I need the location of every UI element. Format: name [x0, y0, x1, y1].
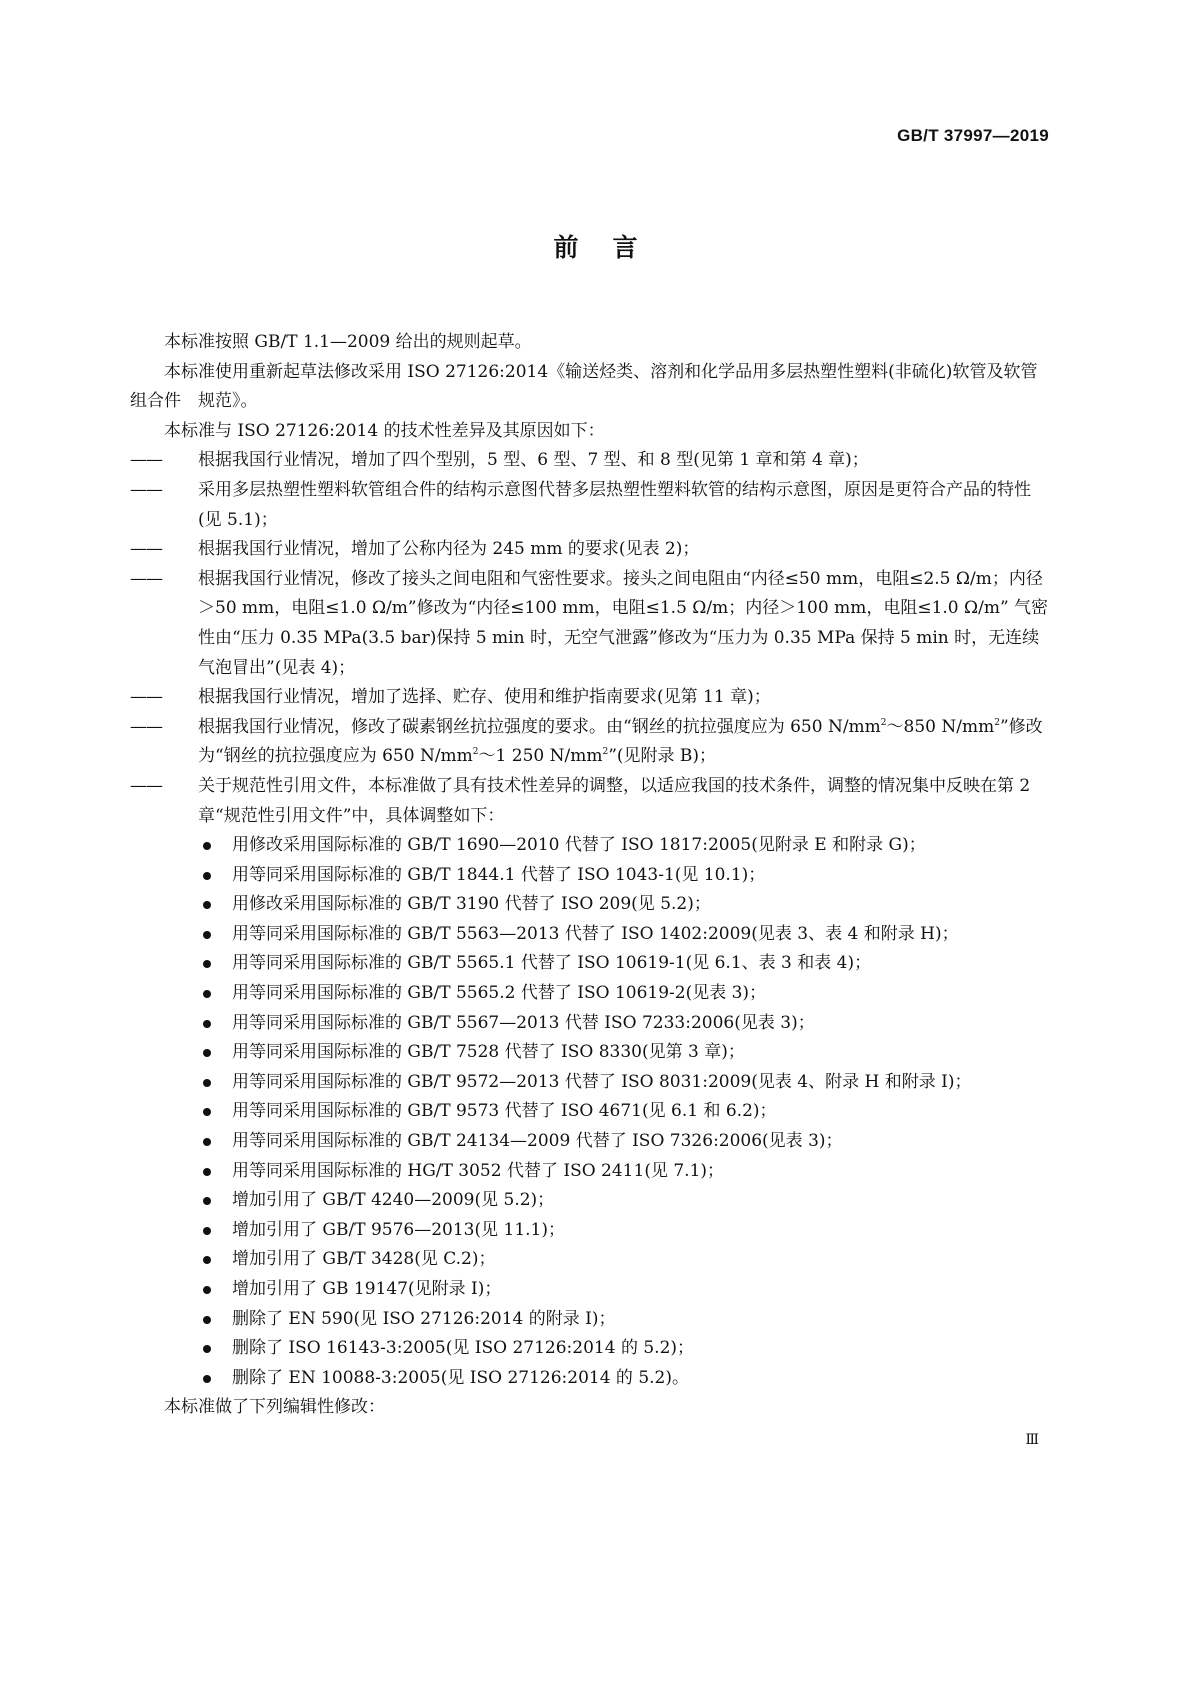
- dash-item: [130, 535, 1052, 565]
- bullet-icon: [203, 1375, 211, 1383]
- dash-item-text: 根据我国行业情况，修改了碳素钢丝抗拉强度的要求。由“钢丝的抗拉强度应为 650 N/mm: [198, 716, 881, 737]
- list-item: [130, 920, 1052, 950]
- dash-item-text: 根据我国行业情况，增加了选择、贮存、使用和维护指南要求(见第 11 章)；: [198, 687, 771, 708]
- dash-item-text: 采用多层热塑性塑料软管组合件的结构示意图代替多层热塑性塑料软管的结构示意图，原因是更符合产品的特性(见 5.1)；: [198, 479, 1031, 530]
- superscript: 2: [602, 747, 609, 758]
- list-item: [130, 890, 1052, 920]
- list-item: [130, 1038, 1052, 1068]
- dash-mark: ——: [130, 479, 162, 500]
- dash-item-steel-wire: [130, 713, 1052, 772]
- dash-mark: ——: [130, 687, 162, 708]
- dash-mark: ——: [130, 775, 162, 796]
- bullet-icon: [203, 1197, 211, 1205]
- dash-item: [130, 683, 1052, 713]
- dash-mark: ——: [130, 568, 162, 589]
- superscript: 2: [994, 717, 1000, 728]
- bullet-icon: [203, 842, 211, 850]
- dash-item-text: 根据我国行业情况，增加了四个型别，5 型、6 型、7 型、和 8 型(见第 1 章和第 4 章)；: [198, 450, 869, 471]
- dash-item-text: ～850 N/mm: [886, 716, 995, 737]
- page-number: Ⅲ: [1025, 1432, 1039, 1448]
- list-item-text: 用等同采用国际标准的 GB/T 9572—2013 代替了 ISO 8031:2009(见表 4、附录 H 和附录 I)；: [232, 1071, 972, 1092]
- dash-item: [130, 446, 1052, 476]
- dash-mark: ——: [130, 539, 162, 560]
- dash-item: [130, 565, 1052, 683]
- superscript: 2: [880, 717, 887, 728]
- paragraph-adoption: 本标准使用重新起草法修改采用 ISO 27126:2014《输送烃类、溶剂和化学品用多层热塑性塑料(非硫化)软管及软管组合件 规范》。: [130, 361, 1038, 412]
- dash-item-text: 根据我国行业情况，修改了接头之间电阻和气密性要求。接头之间电阻由“内径≤50 mm，电阻≤2.5 Ω/m；内径＞50 mm，电阻≤1.0 Ω/m”修改为“内径≤100 mm，电阻≤1.5 Ω/m；内径＞100 mm，电阻≤1.0 Ω/m” 气密性由“压力 0.35 MPa(3.5 bar)保持 5 min 时，无空气泄露”修改为“压力为 0.35 MPa 保持 5 min 时，无连续气泡冒出”(见表 4)；: [198, 568, 1049, 678]
- bullet-icon: [203, 1138, 211, 1146]
- list-item-text: 用等同采用国际标准的 GB/T 7528 代替了 ISO 8330(见第 3 章)；: [232, 1042, 745, 1063]
- list-item-text: 用等同采用国际标准的 HG/T 3052 代替了 ISO 2411(见 7.1)；: [232, 1160, 725, 1181]
- bullet-icon: [203, 1079, 211, 1087]
- list-item-text: 增加引用了 GB/T 3428(见 C.2)；: [232, 1249, 496, 1270]
- list-item-text: 删除了 ISO 16143-3:2005(见 ISO 27126:2014 的 5.2)；: [232, 1338, 695, 1359]
- bullet-icon: [203, 1020, 211, 1028]
- list-item: [130, 1009, 1052, 1039]
- bullet-icon: [203, 872, 211, 880]
- bullet-icon: [203, 1049, 211, 1057]
- bullet-icon: [203, 1256, 211, 1264]
- list-item-text: 用等同采用国际标准的 GB/T 5565.2 代替了 ISO 10619-2(见表 3)；: [232, 983, 767, 1004]
- list-item: [130, 1127, 1052, 1157]
- list-item: [130, 979, 1052, 1009]
- bullet-icon: [203, 1168, 211, 1176]
- list-item: [130, 949, 1052, 979]
- list-item: [130, 1157, 1052, 1187]
- list-item-text: 用等同采用国际标准的 GB/T 5567—2013 代替 ISO 7233:2006(见表 3)；: [232, 1012, 815, 1033]
- list-item-text: 增加引用了 GB/T 9576—2013(见 11.1)；: [232, 1219, 565, 1240]
- bullet-icon: [203, 1227, 211, 1235]
- bullet-icon: [203, 931, 211, 939]
- list-item-text: 用等同采用国际标准的 GB/T 5565.1 代替了 ISO 10619-1(见 6.1、表 3 和表 4)；: [232, 953, 872, 974]
- list-item-text: 删除了 EN 590(见 ISO 27126:2014 的附录 I)；: [232, 1308, 616, 1329]
- bullet-icon: [203, 990, 211, 998]
- list-item: [130, 1097, 1052, 1127]
- dash-mark: ——: [130, 450, 162, 471]
- list-item: [130, 1364, 1052, 1394]
- list-item-text: 用修改采用国际标准的 GB/T 1690—2010 代替了 ISO 1817:2005(见附录 E 和附录 G)；: [232, 835, 926, 856]
- bullet-icon: [203, 1286, 211, 1294]
- bullet-list: [130, 831, 1052, 1393]
- dash-item-text: ～1 250 N/mm: [478, 746, 603, 767]
- bullet-icon: [203, 1316, 211, 1324]
- list-item-text: 用等同采用国际标准的 GB/T 5563—2013 代替了 ISO 1402:2009(见表 3、表 4 和附录 H)；: [232, 923, 959, 944]
- page-title: 前言: [553, 233, 672, 262]
- list-item-text: 删除了 EN 10088-3:2005(见 ISO 27126:2014 的 5.2)。: [232, 1367, 690, 1388]
- list-item-text: 增加引用了 GB/T 4240—2009(见 5.2)；: [232, 1190, 555, 1211]
- bullet-icon: [203, 901, 211, 909]
- bullet-icon: [203, 1345, 211, 1353]
- dash-item: [130, 772, 1052, 831]
- list-item: [130, 1275, 1052, 1305]
- dash-item-text: ”(见附录 B)；: [608, 746, 717, 767]
- dash-item-text: ”修改为“钢丝的抗拉强度应为 650 N/mm: [198, 716, 1043, 767]
- paragraph-editorial-changes: 本标准做了下列编辑性修改：: [164, 1397, 385, 1418]
- bullet-icon: [203, 960, 211, 968]
- list-item: [130, 1068, 1052, 1098]
- dash-item-text: 根据我国行业情况，增加了公称内径为 245 mm 的要求(见表 2)；: [198, 539, 700, 560]
- dash-item: [130, 476, 1052, 535]
- list-item-text: 用等同采用国际标准的 GB/T 9573 代替了 ISO 4671(见 6.1 和 6.2)；: [232, 1101, 777, 1122]
- list-item: [130, 1245, 1052, 1275]
- dash-mark: ——: [130, 716, 162, 737]
- superscript: 2: [472, 747, 479, 758]
- list-item-text: 用等同采用国际标准的 GB/T 24134—2009 代替了 ISO 7326:2006(见表 3)；: [232, 1131, 843, 1152]
- bullet-icon: [203, 1108, 211, 1116]
- standard-code: GB/T 37997—2019: [897, 126, 1049, 145]
- list-item-text: 用等同采用国际标准的 GB/T 1844.1 代替了 ISO 1043-1(见 10.1)；: [232, 864, 766, 885]
- list-item: [130, 861, 1052, 891]
- list-item: [130, 1216, 1052, 1246]
- list-item-text: 增加引用了 GB 19147(见附录 I)；: [232, 1279, 502, 1299]
- document-body: [130, 328, 1052, 1423]
- paragraph-drafting-rules: 本标准按照 GB/T 1.1—2009 给出的规则起草。: [164, 332, 532, 352]
- paragraph-differences-intro: 本标准与 ISO 27126:2014 的技术性差异及其原因如下：: [164, 420, 605, 441]
- list-item: [130, 1305, 1052, 1335]
- dash-item-text: 关于规范性引用文件，本标准做了具有技术性差异的调整，以适应我国的技术条件，调整的情况集中反映在第 2 章“规范性引用文件”中，具体调整如下：: [198, 775, 1031, 826]
- list-item: [130, 1186, 1052, 1216]
- list-item-text: 用修改采用国际标准的 GB/T 3190 代替了 ISO 209(见 5.2)；: [232, 894, 711, 915]
- list-item: [130, 831, 1052, 861]
- list-item: [130, 1334, 1052, 1364]
